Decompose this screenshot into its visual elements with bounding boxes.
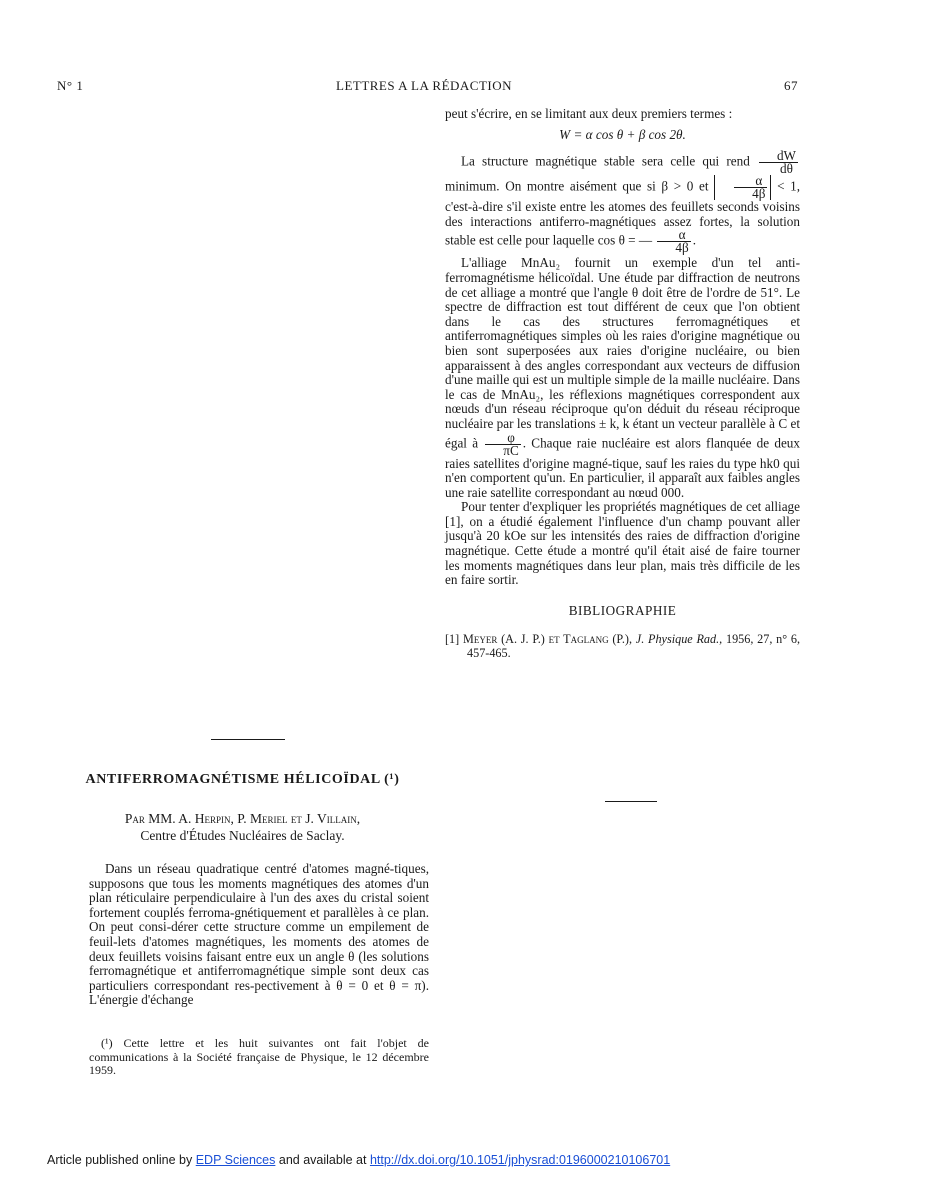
footnote: (¹) Cette lettre et les huit suivantes ont fait l'objet de communications à la Société française de Physique, le 12 décembre 1959.	[89, 1036, 429, 1077]
page-number: 67	[784, 78, 798, 93]
issue-number: N° 1	[57, 78, 84, 93]
paragraph-mnau2: L'alliage MnAu₂ fournit un exemple d'un tel anti-ferromagnétisme hélicoïdal. Une étude par diffraction de neutrons de cet alliage a montré que l'angle θ doit être de l'ordre de 51°. Le spectre de diffraction est tout différent de ceux que l'on obtient dans le cas des structures ferromagnétiques et antiferromagnétiques simples où les raies d'origine magnétique ou bien sont superposées aux raies d'origine nucléaire, ou bien apparaissent à des angles correspondant aux vecteurs de diffusion d'une maille qui est un multiple simple de la maille nucléaire. Dans le cas de MnAu₂, les réflexions magnétiques correspondent aux nœuds d'un réseau réciproque qu'on déduit du réseau réciproque nucléaire par les translations ± k, k étant un vecteur parallèle à C et égal à $\frac{\varphi}{\pi C}$ . Chaque raie nucléaire est alors flanquée de deux raies satellites d'origine magné-tique, sauf les raies du type hk0 qui n'en comportent qu'un. En particulier, il apparaît aux faibles angles une raie satellite correspondant au nœud 000.	[445, 255, 801, 500]
author-affiliation: Centre d'Études Nucléaires de Saclay.	[140, 828, 345, 843]
absolute-value-fraction: $\frac{\alpha}{4\beta}$	[714, 175, 771, 200]
reference-entry: [1] Meyer (A. J. P.) et Taglang (P.), J. Physique Rad., 1956, 27, n° 6, 457-465.	[445, 632, 801, 661]
article-first-paragraph: Dans un réseau quadratique centré d'atomes magné-tiques, supposons que tous les moments magnétiques des atomes d'un plan réticulaire perpendiculaire à l'un des axes du cristal soient fortement couplés ferroma-gnétiquement et parallèles à ce plan. On peut consi-dérer cette structure comme un empilement de feuil-lets d'atomes magnétiques, les moments des atomes de deux feuillets voisins faisant entre eux un angle θ (les solutions ferromagnétique et antiferromagnétique simple sont deux cas particuliers correspondant res-pectivement à θ = 0 et θ = π). L'énergie d'échange	[89, 861, 429, 1008]
paragraph-stability: La structure magnétique stable sera celle qui rend $\frac{dW}{d\theta}$ minimum. On montre aisément que si β > 0 et $\frac{\alpha}{4\beta}$ < 1, c'est-à-dire s'il existe entre les atomes des feuillets seconds voisins des interactions antiferro-magnétiques assez fortes, la solution stable est celle pour laquelle cos θ = — $\frac{\alpha}{4\beta}$ .	[445, 148, 800, 256]
end-rule	[605, 801, 657, 802]
bibliography-heading: BIBLIOGRAPHIE	[568, 602, 677, 618]
phi-fraction: $\frac{\varphi}{\pi C}$	[485, 432, 520, 457]
doi-link[interactable]: http://dx.doi.org/10.1051/jphysrad:0196000210106701	[369, 1153, 671, 1167]
right-column	[445, 107, 800, 660]
article-separator	[211, 739, 285, 740]
article-title: ANTIFERROMAGNÉTISME HÉLICOÏDAL (¹)	[85, 772, 400, 787]
cos-theta-fraction: $\frac{\alpha}{4\beta}$	[657, 229, 690, 254]
paragraph-field-study: Pour tenter d'expliquer les propriétés magnétiques de cet alliage [1], on a étudié également l'influence d'un champ pouvant aller jusqu'à 20 kOe sur les intensités des raies de diffraction d'origine magnétique. Cette étude a montré qu'il était aisé de faire tourner les moments magnétiques dans leur plan, mais très difficile de les en faire sortir.	[445, 499, 800, 588]
publication-footer: Article published online by EDP Sciences and available at http://dx.doi.org/10.1051/jphysrad:0196000210106701	[47, 1153, 671, 1167]
paragraph-continuation: peut s'écrire, en se limitant aux deux premiers termes :	[445, 106, 733, 121]
derivative-fraction: $\frac{dW}{d\theta}$	[759, 150, 798, 175]
article-body	[89, 862, 429, 1008]
article-byline	[57, 810, 428, 844]
article-authors: Par MM. A. Herpin, P. Meriel et J. Villain,	[124, 811, 361, 826]
edp-sciences-link[interactable]: EDP Sciences	[195, 1153, 276, 1167]
running-title: LETTRES A LA RÉDACTION	[336, 78, 513, 93]
energy-equation: W = α cos θ + β cos 2θ.	[559, 126, 686, 142]
